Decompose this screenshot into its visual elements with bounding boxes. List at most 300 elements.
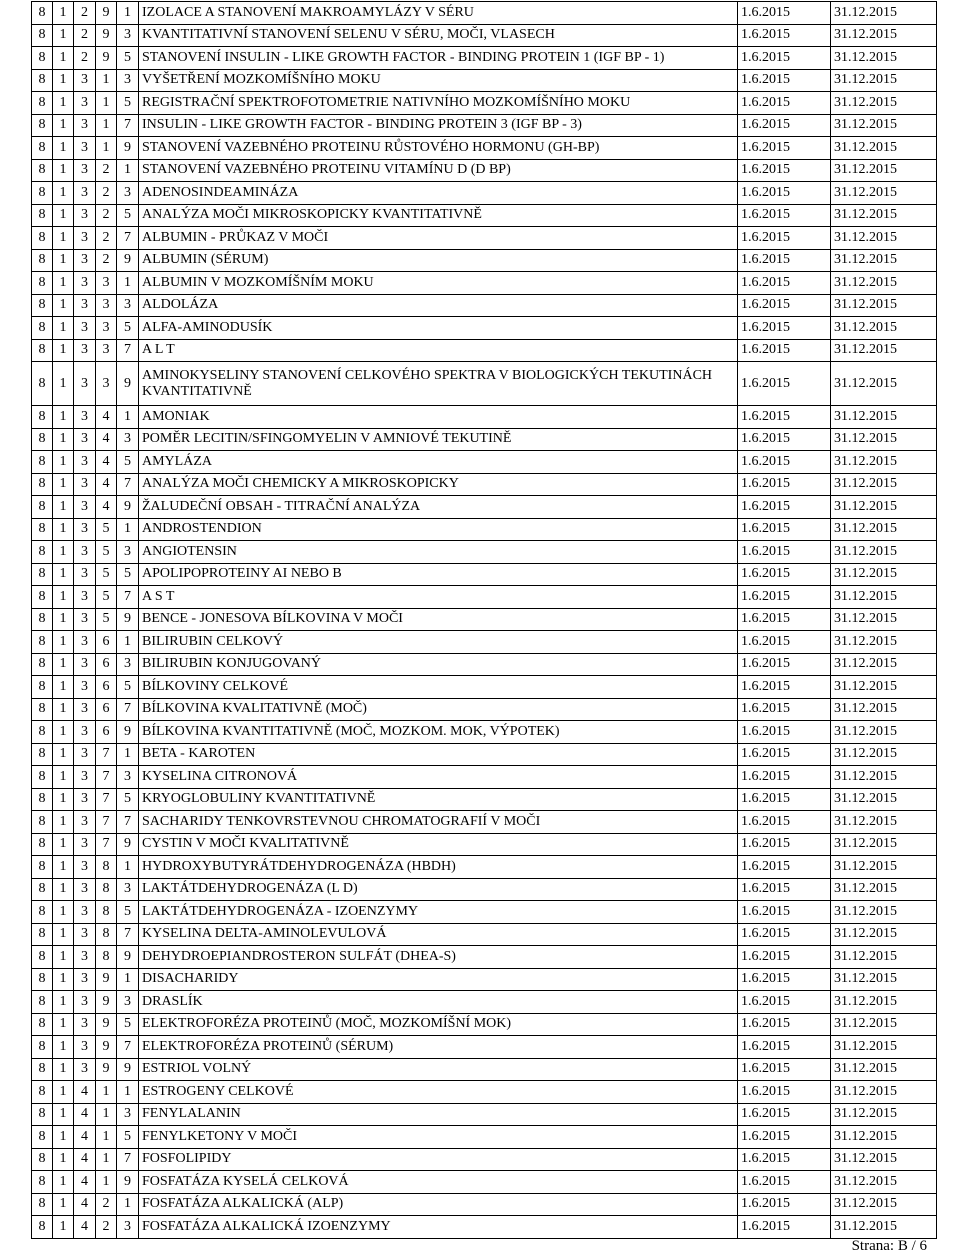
procedure-name: STANOVENÍ INSULIN - LIKE GROWTH FACTOR - BINDING PROTEIN 1 (IGF BP - 1) xyxy=(139,47,738,70)
table-row xyxy=(32,586,937,609)
valid-to-date: 31.12.2015 xyxy=(831,317,937,340)
valid-to-date: 31.12.2015 xyxy=(831,1148,937,1171)
procedure-name: FENYLALANIN xyxy=(139,1103,738,1126)
code-digit: 1 xyxy=(53,1103,74,1126)
valid-from-date: 1.6.2015 xyxy=(738,631,831,654)
code-digit: 3 xyxy=(117,1103,139,1126)
code-digit: 9 xyxy=(96,991,117,1014)
procedure-name: FOSFATÁZA KYSELÁ CELKOVÁ xyxy=(139,1171,738,1194)
table-row xyxy=(32,1171,937,1194)
valid-from-date: 1.6.2015 xyxy=(738,24,831,47)
code-digit: 4 xyxy=(74,1126,96,1149)
code-digit: 4 xyxy=(96,406,117,429)
table-row xyxy=(32,1058,937,1081)
code-digit: 1 xyxy=(96,137,117,160)
code-digit: 7 xyxy=(117,811,139,834)
code-digit: 1 xyxy=(53,721,74,744)
code-digit: 5 xyxy=(117,204,139,227)
table-row xyxy=(32,811,937,834)
code-digit: 1 xyxy=(53,114,74,137)
code-digit: 1 xyxy=(117,272,139,295)
code-digit: 1 xyxy=(53,968,74,991)
code-digit: 3 xyxy=(117,428,139,451)
valid-to-date: 31.12.2015 xyxy=(831,901,937,924)
code-digit: 8 xyxy=(96,878,117,901)
table-body xyxy=(32,2,937,1239)
code-digit: 8 xyxy=(32,47,53,70)
code-digit: 3 xyxy=(74,204,96,227)
code-digit: 9 xyxy=(117,249,139,272)
code-digit: 9 xyxy=(117,946,139,969)
code-digit: 1 xyxy=(53,159,74,182)
code-digit: 1 xyxy=(53,92,74,115)
code-digit: 1 xyxy=(117,1081,139,1104)
table-row xyxy=(32,496,937,519)
table-row xyxy=(32,1148,937,1171)
code-digit: 3 xyxy=(74,563,96,586)
table-row xyxy=(32,1081,937,1104)
code-digit: 8 xyxy=(32,428,53,451)
table-row xyxy=(32,563,937,586)
code-digit: 8 xyxy=(32,1058,53,1081)
table-row xyxy=(32,676,937,699)
valid-to-date: 31.12.2015 xyxy=(831,114,937,137)
valid-from-date: 1.6.2015 xyxy=(738,428,831,451)
code-digit: 1 xyxy=(96,69,117,92)
procedure-name: AMYLÁZA xyxy=(139,451,738,474)
code-digit: 9 xyxy=(117,362,139,406)
code-digit: 1 xyxy=(53,1013,74,1036)
code-digit: 1 xyxy=(53,901,74,924)
table-row xyxy=(32,317,937,340)
code-digit: 3 xyxy=(74,362,96,406)
table-row xyxy=(32,272,937,295)
table-row xyxy=(32,362,937,406)
valid-from-date: 1.6.2015 xyxy=(738,1193,831,1216)
code-digit: 8 xyxy=(32,339,53,362)
valid-to-date: 31.12.2015 xyxy=(831,518,937,541)
code-digit: 8 xyxy=(32,878,53,901)
code-digit: 8 xyxy=(32,1216,53,1239)
table-row xyxy=(32,901,937,924)
valid-to-date: 31.12.2015 xyxy=(831,182,937,205)
code-digit: 1 xyxy=(96,114,117,137)
code-digit: 8 xyxy=(32,856,53,879)
code-digit: 1 xyxy=(53,69,74,92)
code-digit: 4 xyxy=(74,1193,96,1216)
code-digit: 3 xyxy=(74,137,96,160)
table-row xyxy=(32,991,937,1014)
valid-to-date: 31.12.2015 xyxy=(831,451,937,474)
valid-to-date: 31.12.2015 xyxy=(831,1171,937,1194)
code-digit: 8 xyxy=(32,631,53,654)
code-digit: 3 xyxy=(74,1036,96,1059)
code-digit: 3 xyxy=(74,317,96,340)
valid-from-date: 1.6.2015 xyxy=(738,1103,831,1126)
code-digit: 3 xyxy=(74,901,96,924)
code-digit: 8 xyxy=(32,406,53,429)
code-digit: 7 xyxy=(96,788,117,811)
procedure-name: KYSELINA DELTA-AMINOLEVULOVÁ xyxy=(139,923,738,946)
code-digit: 1 xyxy=(53,473,74,496)
code-digit: 7 xyxy=(96,833,117,856)
code-digit: 3 xyxy=(96,272,117,295)
code-digit: 3 xyxy=(74,766,96,789)
procedure-name: AMINOKYSELINY STANOVENÍ CELKOVÉHO SPEKTRA V BIOLOGICKÝCH TEKUTINÁCH KVANTITATIVNĚ xyxy=(139,362,738,406)
valid-from-date: 1.6.2015 xyxy=(738,766,831,789)
code-digit: 3 xyxy=(96,339,117,362)
procedure-name: ANALÝZA MOČI CHEMICKY A MIKROSKOPICKY xyxy=(139,473,738,496)
code-digit: 9 xyxy=(117,721,139,744)
table-row xyxy=(32,631,937,654)
code-digit: 9 xyxy=(96,2,117,25)
procedure-name: LAKTÁTDEHYDROGENÁZA (L D) xyxy=(139,878,738,901)
table-row xyxy=(32,518,937,541)
table-row xyxy=(32,249,937,272)
code-digit: 8 xyxy=(32,92,53,115)
valid-to-date: 31.12.2015 xyxy=(831,406,937,429)
valid-from-date: 1.6.2015 xyxy=(738,1126,831,1149)
code-digit: 8 xyxy=(32,518,53,541)
code-digit: 3 xyxy=(117,1216,139,1239)
valid-to-date: 31.12.2015 xyxy=(831,1058,937,1081)
valid-to-date: 31.12.2015 xyxy=(831,1036,937,1059)
table-row xyxy=(32,137,937,160)
code-digit: 1 xyxy=(53,586,74,609)
valid-from-date: 1.6.2015 xyxy=(738,743,831,766)
code-digit: 1 xyxy=(53,1058,74,1081)
procedure-name: FENYLKETONY V MOČI xyxy=(139,1126,738,1149)
procedure-name: ADENOSINDEAMINÁZA xyxy=(139,182,738,205)
code-digit: 8 xyxy=(32,1126,53,1149)
code-digit: 1 xyxy=(53,272,74,295)
valid-from-date: 1.6.2015 xyxy=(738,339,831,362)
code-digit: 3 xyxy=(96,362,117,406)
valid-from-date: 1.6.2015 xyxy=(738,473,831,496)
code-digit: 8 xyxy=(96,856,117,879)
code-digit: 3 xyxy=(96,317,117,340)
code-digit: 1 xyxy=(53,1216,74,1239)
valid-to-date: 31.12.2015 xyxy=(831,473,937,496)
code-digit: 3 xyxy=(117,541,139,564)
procedure-name: VYŠETŘENÍ MOZKOMÍŠNÍHO MOKU xyxy=(139,69,738,92)
code-digit: 9 xyxy=(96,968,117,991)
code-digit: 1 xyxy=(53,1036,74,1059)
valid-from-date: 1.6.2015 xyxy=(738,362,831,406)
code-digit: 7 xyxy=(96,811,117,834)
procedure-name: IZOLACE A STANOVENÍ MAKROAMYLÁZY V SÉRU xyxy=(139,2,738,25)
table-row xyxy=(32,766,937,789)
code-digit: 1 xyxy=(53,24,74,47)
procedure-name: ESTRIOL VOLNÝ xyxy=(139,1058,738,1081)
code-digit: 3 xyxy=(74,114,96,137)
table-row xyxy=(32,856,937,879)
procedure-name: CYSTIN V MOČI KVALITATIVNĚ xyxy=(139,833,738,856)
code-digit: 3 xyxy=(74,608,96,631)
code-digit: 1 xyxy=(53,608,74,631)
code-digit: 7 xyxy=(117,1148,139,1171)
code-digit: 4 xyxy=(96,428,117,451)
code-digit: 8 xyxy=(32,272,53,295)
code-digit: 1 xyxy=(96,1171,117,1194)
code-digit: 4 xyxy=(74,1103,96,1126)
code-digit: 8 xyxy=(32,766,53,789)
code-digit: 8 xyxy=(32,788,53,811)
valid-to-date: 31.12.2015 xyxy=(831,608,937,631)
procedure-name: ANDROSTENDION xyxy=(139,518,738,541)
code-digit: 2 xyxy=(74,24,96,47)
code-digit: 1 xyxy=(53,653,74,676)
code-digit: 3 xyxy=(117,69,139,92)
code-digit: 8 xyxy=(32,2,53,25)
code-digit: 8 xyxy=(32,159,53,182)
valid-from-date: 1.6.2015 xyxy=(738,923,831,946)
valid-from-date: 1.6.2015 xyxy=(738,698,831,721)
valid-to-date: 31.12.2015 xyxy=(831,2,937,25)
valid-from-date: 1.6.2015 xyxy=(738,1058,831,1081)
valid-from-date: 1.6.2015 xyxy=(738,69,831,92)
procedure-name: KVANTITATIVNÍ STANOVENÍ SELENU V SÉRU, MOČI, VLASECH xyxy=(139,24,738,47)
code-digit: 3 xyxy=(74,788,96,811)
valid-to-date: 31.12.2015 xyxy=(831,362,937,406)
code-digit: 2 xyxy=(74,2,96,25)
code-digit: 8 xyxy=(32,1103,53,1126)
procedure-name: ANALÝZA MOČI MIKROSKOPICKY KVANTITATIVNĚ xyxy=(139,204,738,227)
code-digit: 7 xyxy=(117,114,139,137)
table-row xyxy=(32,541,937,564)
valid-to-date: 31.12.2015 xyxy=(831,676,937,699)
procedure-name: APOLIPOPROTEINY AI NEBO B xyxy=(139,563,738,586)
code-digit: 8 xyxy=(32,1081,53,1104)
code-digit: 3 xyxy=(74,451,96,474)
valid-from-date: 1.6.2015 xyxy=(738,1081,831,1104)
table-row xyxy=(32,1103,937,1126)
code-digit: 9 xyxy=(96,1058,117,1081)
table-row xyxy=(32,24,937,47)
code-digit: 5 xyxy=(117,451,139,474)
code-digit: 3 xyxy=(74,631,96,654)
code-digit: 3 xyxy=(74,159,96,182)
procedure-name: LAKTÁTDEHYDROGENÁZA - IZOENZYMY xyxy=(139,901,738,924)
code-digit: 5 xyxy=(96,608,117,631)
code-digit: 3 xyxy=(74,698,96,721)
valid-to-date: 31.12.2015 xyxy=(831,541,937,564)
code-digit: 1 xyxy=(53,294,74,317)
code-digit: 9 xyxy=(96,1036,117,1059)
valid-to-date: 31.12.2015 xyxy=(831,1103,937,1126)
valid-from-date: 1.6.2015 xyxy=(738,272,831,295)
code-digit: 3 xyxy=(74,428,96,451)
valid-to-date: 31.12.2015 xyxy=(831,294,937,317)
valid-to-date: 31.12.2015 xyxy=(831,204,937,227)
procedure-name: HYDROXYBUTYRÁTDEHYDROGENÁZA (HBDH) xyxy=(139,856,738,879)
valid-from-date: 1.6.2015 xyxy=(738,294,831,317)
code-digit: 3 xyxy=(74,923,96,946)
code-digit: 8 xyxy=(32,137,53,160)
procedure-name: ALFA-AMINODUSÍK xyxy=(139,317,738,340)
code-digit: 5 xyxy=(96,563,117,586)
table-row xyxy=(32,1216,937,1239)
valid-from-date: 1.6.2015 xyxy=(738,92,831,115)
code-digit: 8 xyxy=(32,182,53,205)
valid-to-date: 31.12.2015 xyxy=(831,47,937,70)
table-row xyxy=(32,1126,937,1149)
code-digit: 1 xyxy=(53,249,74,272)
valid-to-date: 31.12.2015 xyxy=(831,1193,937,1216)
valid-from-date: 1.6.2015 xyxy=(738,47,831,70)
valid-to-date: 31.12.2015 xyxy=(831,721,937,744)
procedure-name: ALBUMIN - PRŮKAZ V MOČI xyxy=(139,227,738,250)
table-row xyxy=(32,159,937,182)
code-digit: 1 xyxy=(53,1081,74,1104)
valid-to-date: 31.12.2015 xyxy=(831,991,937,1014)
code-digit: 7 xyxy=(117,923,139,946)
code-digit: 3 xyxy=(74,339,96,362)
valid-to-date: 31.12.2015 xyxy=(831,698,937,721)
code-digit: 7 xyxy=(96,766,117,789)
code-digit: 3 xyxy=(74,518,96,541)
code-digit: 1 xyxy=(53,811,74,834)
code-digit: 1 xyxy=(117,856,139,879)
code-digit: 2 xyxy=(96,249,117,272)
code-digit: 8 xyxy=(32,901,53,924)
valid-to-date: 31.12.2015 xyxy=(831,137,937,160)
code-digit: 1 xyxy=(53,631,74,654)
valid-from-date: 1.6.2015 xyxy=(738,608,831,631)
code-digit: 8 xyxy=(32,991,53,1014)
valid-to-date: 31.12.2015 xyxy=(831,249,937,272)
procedure-name: BILIRUBIN KONJUGOVANÝ xyxy=(139,653,738,676)
code-digit: 6 xyxy=(96,698,117,721)
code-digit: 9 xyxy=(96,24,117,47)
code-digit: 3 xyxy=(74,811,96,834)
table-row xyxy=(32,698,937,721)
code-digit: 8 xyxy=(32,114,53,137)
procedure-name: ELEKTROFORÉZA PROTEINŮ (SÉRUM) xyxy=(139,1036,738,1059)
valid-from-date: 1.6.2015 xyxy=(738,676,831,699)
table-row xyxy=(32,1036,937,1059)
code-digit: 8 xyxy=(32,249,53,272)
code-digit: 1 xyxy=(53,788,74,811)
code-digit: 1 xyxy=(53,204,74,227)
code-digit: 3 xyxy=(117,294,139,317)
code-digit: 1 xyxy=(53,362,74,406)
procedure-name: BÍLKOVINY CELKOVÉ xyxy=(139,676,738,699)
table-row xyxy=(32,743,937,766)
code-digit: 4 xyxy=(74,1148,96,1171)
code-digit: 1 xyxy=(117,518,139,541)
table-row xyxy=(32,833,937,856)
valid-from-date: 1.6.2015 xyxy=(738,1036,831,1059)
procedure-name: ALBUMIN (SÉRUM) xyxy=(139,249,738,272)
valid-from-date: 1.6.2015 xyxy=(738,946,831,969)
procedure-name: ELEKTROFORÉZA PROTEINŮ (MOČ, MOZKOMÍŠNÍ MOK) xyxy=(139,1013,738,1036)
code-digit: 3 xyxy=(74,182,96,205)
code-digit: 8 xyxy=(32,968,53,991)
valid-from-date: 1.6.2015 xyxy=(738,721,831,744)
code-digit: 1 xyxy=(117,1193,139,1216)
procedure-name: ALDOLÁZA xyxy=(139,294,738,317)
code-digit: 1 xyxy=(117,968,139,991)
code-digit: 1 xyxy=(53,406,74,429)
code-digit: 3 xyxy=(117,766,139,789)
procedure-name: AMONIAK xyxy=(139,406,738,429)
code-digit: 1 xyxy=(53,856,74,879)
code-digit: 8 xyxy=(32,676,53,699)
code-digit: 8 xyxy=(32,1193,53,1216)
table-row xyxy=(32,473,937,496)
code-digit: 1 xyxy=(53,833,74,856)
code-digit: 1 xyxy=(53,991,74,1014)
valid-from-date: 1.6.2015 xyxy=(738,653,831,676)
code-digit: 3 xyxy=(74,272,96,295)
valid-from-date: 1.6.2015 xyxy=(738,901,831,924)
procedure-name: BETA - KAROTEN xyxy=(139,743,738,766)
valid-to-date: 31.12.2015 xyxy=(831,428,937,451)
valid-to-date: 31.12.2015 xyxy=(831,227,937,250)
code-digit: 1 xyxy=(96,1148,117,1171)
code-digit: 1 xyxy=(53,946,74,969)
valid-to-date: 31.12.2015 xyxy=(831,788,937,811)
valid-to-date: 31.12.2015 xyxy=(831,1126,937,1149)
valid-to-date: 31.12.2015 xyxy=(831,946,937,969)
code-digit: 3 xyxy=(74,946,96,969)
table-row xyxy=(32,294,937,317)
code-digit: 2 xyxy=(96,159,117,182)
code-digit: 7 xyxy=(117,227,139,250)
code-digit: 4 xyxy=(96,451,117,474)
code-digit: 3 xyxy=(74,1013,96,1036)
valid-from-date: 1.6.2015 xyxy=(738,811,831,834)
valid-from-date: 1.6.2015 xyxy=(738,2,831,25)
code-digit: 8 xyxy=(32,24,53,47)
code-digit: 3 xyxy=(117,878,139,901)
code-digit: 8 xyxy=(32,69,53,92)
table-row xyxy=(32,227,937,250)
code-digit: 2 xyxy=(96,182,117,205)
code-digit: 3 xyxy=(74,294,96,317)
procedure-name: BILIRUBIN CELKOVÝ xyxy=(139,631,738,654)
valid-to-date: 31.12.2015 xyxy=(831,856,937,879)
valid-to-date: 31.12.2015 xyxy=(831,743,937,766)
procedure-name: BENCE - JONESOVA BÍLKOVINA V MOČI xyxy=(139,608,738,631)
code-digit: 9 xyxy=(117,1058,139,1081)
table-row xyxy=(32,946,937,969)
code-digit: 3 xyxy=(117,991,139,1014)
valid-from-date: 1.6.2015 xyxy=(738,1216,831,1239)
code-digit: 3 xyxy=(96,294,117,317)
table-row xyxy=(32,339,937,362)
code-digit: 1 xyxy=(53,1171,74,1194)
procedure-name: STANOVENÍ VAZEBNÉHO PROTEINU VITAMÍNU D (D BP) xyxy=(139,159,738,182)
valid-from-date: 1.6.2015 xyxy=(738,518,831,541)
valid-to-date: 31.12.2015 xyxy=(831,586,937,609)
code-digit: 8 xyxy=(32,227,53,250)
table-row xyxy=(32,923,937,946)
table-row xyxy=(32,92,937,115)
procedure-name: KYSELINA CITRONOVÁ xyxy=(139,766,738,789)
code-digit: 8 xyxy=(32,811,53,834)
code-digit: 8 xyxy=(32,362,53,406)
valid-from-date: 1.6.2015 xyxy=(738,1013,831,1036)
code-digit: 1 xyxy=(53,339,74,362)
procedure-name: ALBUMIN V MOZKOMÍŠNÍM MOKU xyxy=(139,272,738,295)
code-digit: 4 xyxy=(96,496,117,519)
valid-to-date: 31.12.2015 xyxy=(831,766,937,789)
code-digit: 8 xyxy=(32,743,53,766)
valid-from-date: 1.6.2015 xyxy=(738,563,831,586)
valid-to-date: 31.12.2015 xyxy=(831,1013,937,1036)
